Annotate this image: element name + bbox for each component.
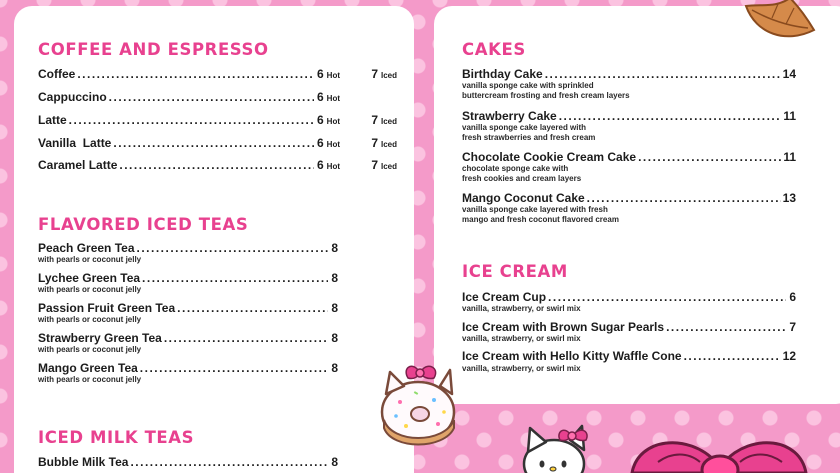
section-title-iced-teas: FLAVORED ICED TEAS — [38, 215, 249, 234]
menu-item-birthday-cake: Birthday Cake ..... 14 — [462, 67, 796, 81]
item-description: vanilla sponge cake layered with fresh strawberries and fresh cream — [462, 123, 596, 142]
item-description: with pearls or coconut jelly — [38, 285, 142, 294]
menu-item-vanilla-latte: Vanilla Latte ..... 6 Hot — [38, 136, 340, 150]
item-description: vanilla, strawberry, or swirl mix — [462, 364, 581, 373]
menu-item-chocolate-cookie-cream-cake: Chocolate Cookie Cream Cake ..... 11 — [462, 150, 796, 164]
menu-item-vanilla-latte-iced: 7 Iced — [371, 136, 398, 150]
menu-item-mango-green-tea: Mango Green Tea ..... 8 — [38, 361, 338, 375]
menu-item-latte-iced: 7 Iced — [371, 113, 398, 127]
section-title-ice-cream: ICE CREAM — [462, 262, 568, 281]
item-description: with pearls or coconut jelly — [38, 345, 142, 354]
item-description: chocolate sponge cake with fresh cookies and cream layers — [462, 164, 582, 183]
menu-item-passion-fruit-green-tea: Passion Fruit Green Tea ..... 8 — [38, 301, 338, 315]
menu-item-ice-cream-waffle-cone: Ice Cream with Hello Kitty Waffle Cone ..... 12 — [462, 349, 796, 363]
section-title-cakes: CAKES — [462, 40, 526, 59]
menu-item-strawberry-cake: Strawberry Cake ..... 11 — [462, 109, 796, 123]
menu-item-ice-cream-brown-sugar-pearls: Ice Cream with Brown Sugar Pearls ..... 7 — [462, 320, 796, 334]
item-description: with pearls or coconut jelly — [38, 375, 142, 384]
menu-item-ice-cream-cup: Ice Cream Cup ..... 6 — [462, 290, 796, 304]
menu-item-caramel-latte: Caramel Latte ..... 6 Hot — [38, 158, 340, 172]
menu-item-latte: Latte ..... 6 Hot — [38, 113, 340, 127]
menu-item-caramel-latte-iced: 7 Iced — [371, 158, 398, 172]
menu-item-lychee-green-tea: Lychee Green Tea ..... 8 — [38, 271, 338, 285]
menu-item-coffee: Coffee ..... 6 Hot — [38, 67, 340, 81]
item-description: vanilla sponge cake layered with fresh mango and fresh coconut flavored cream — [462, 205, 619, 224]
menu-item-bubble-milk-tea: Bubble Milk Tea ..... 8 — [38, 455, 338, 469]
item-description: with pearls or coconut jelly — [38, 315, 142, 324]
menu-item-strawberry-green-tea: Strawberry Green Tea ..... 8 — [38, 331, 338, 345]
menu-item-peach-green-tea: Peach Green Tea ..... 8 — [38, 241, 338, 255]
menu-item-coffee-iced: 7 Iced — [371, 67, 398, 81]
leaf-cookie-icon — [742, 0, 822, 42]
pink-bow-icon — [628, 432, 808, 473]
item-description: vanilla, strawberry, or swirl mix — [462, 334, 581, 343]
item-description: with pearls or coconut jelly — [38, 255, 142, 264]
item-description: vanilla, strawberry, or swirl mix — [462, 304, 581, 313]
menu-item-mango-coconut-cake: Mango Coconut Cake ..... 13 — [462, 191, 796, 205]
menu-item-cappuccino: Cappuccino ..... 6 Hot — [38, 90, 340, 104]
hello-kitty-donut-icon — [376, 364, 462, 448]
section-title-coffee: COFFEE AND ESPRESSO — [38, 40, 269, 59]
item-description: vanilla sponge cake with sprinkled buttercream frosting and fresh cream layers — [462, 81, 630, 100]
hello-kitty-face-icon — [520, 424, 592, 473]
section-title-milk-teas: ICED MILK TEAS — [38, 428, 195, 447]
